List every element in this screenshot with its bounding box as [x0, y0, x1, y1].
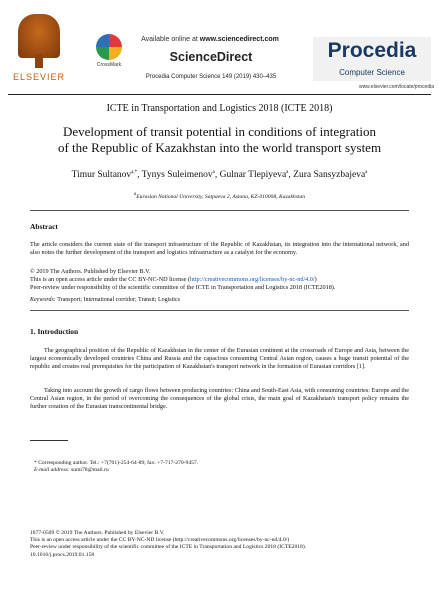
footer-peer-review-line: Peer-review under responsibility of the scientific committee of the ICTE in Transportation and Logistics 2018 (ICTE2018).	[30, 544, 307, 551]
corresponding-contact: * Corresponding author. Tel.: +7(701)-254-64-89; fax: +7-717-270-9457.	[34, 460, 199, 466]
footer-doi[interactable]: 10.1016/j.procs.2019.01.158	[30, 551, 95, 558]
available-prefix: Available online at	[141, 36, 198, 43]
copyright-line: © 2019 The Authors. Published by Elsevier B.V.	[30, 268, 151, 275]
page-footer	[30, 530, 420, 559]
header-divider	[8, 94, 431, 95]
paper-title	[30, 124, 409, 156]
keywords-text: Transport; International corridor; Transit; Logistics	[57, 297, 180, 303]
available-online-line	[120, 36, 300, 43]
author: Tynys Suleimenov$^a$	[141, 170, 215, 181]
conference-title: ICTE in Transportation and Logistics 2018 (ICTE 2018)	[106, 103, 333, 114]
journal-url[interactable]: www.elsevier.com/locate/procedia	[358, 84, 434, 90]
sciencedirect-url[interactable]: www.sciencedirect.com	[199, 36, 279, 43]
paper-title-line-1: Development of transit potential in conditions of integration	[62, 124, 376, 139]
keywords-label: Keywords:	[30, 297, 56, 303]
elsevier-tree-icon	[18, 14, 60, 58]
elsevier-tree-trunk	[35, 54, 43, 68]
section-divider	[30, 310, 409, 311]
license-line: This is an open access article under the CC BY-NC-ND license (http://creativecommons.org/licenses/by-nc-nd/4.0/)	[30, 276, 317, 283]
peer-review-line: Peer-review under responsibility of the scientific committee of the ICTE in Transportation and Logistics 2018 (ICTE2018).	[30, 284, 336, 291]
journal-reference: Procedia Computer Science 149 (2019) 430–435	[145, 74, 277, 80]
journal-name: Procedia	[327, 39, 417, 62]
footer-license-line: This is an open access article under the CC BY-NC-ND license (http://creativecommons.org/licenses/by-nc-nd/4.0/)	[30, 537, 290, 544]
keywords	[30, 297, 409, 303]
license-block	[30, 268, 409, 292]
license-link[interactable]: http://creativecommons.org/licenses/by-nc-nd/4.0/	[189, 276, 315, 283]
author: Gulnar Tlepiyeva$^a$	[219, 170, 289, 181]
abstract-heading: Abstract	[30, 222, 58, 231]
crossmark-label: CrossMark	[96, 62, 122, 68]
footer-license-link[interactable]: http://creativecommons.org/licenses/by-nc-nd/4.0/	[174, 537, 288, 544]
journal-subtitle: Computer Science	[339, 68, 405, 77]
sciencedirect-title: ScienceDirect	[169, 50, 253, 64]
introduction-paragraph-2: Taking into account the growth of cargo flows between producing countries: China and South-East Asia, with consuming countries: Europe and the Central Asian region, in the period of overcoming the consequences of the global crisis, the main goal of Kazakhstan's transport policy remains the further creation of the Eurasian transcontinental bridge.	[30, 387, 409, 410]
footnote-divider	[30, 440, 68, 441]
corresponding-email-line: E-mail address: sumi78@mail.ru	[34, 467, 109, 473]
abstract-text: The article considers the current state of the transport infrastructure of the Republic of Kazakhstan, its integration into the international network, and also notes the further development of the transport and logistics infrastructure as a catalyst for the economy.	[30, 241, 409, 256]
corresponding-author	[34, 460, 404, 474]
author: Zura Sansyzbajeva$^a$	[293, 170, 368, 181]
paper-title-line-2: of the Republic of Kazakhstan into the world transport system	[57, 140, 382, 155]
elsevier-logo	[8, 14, 68, 84]
author: Timur Sultanov$^{a,*}$	[71, 170, 138, 181]
crossmark-icon[interactable]	[96, 34, 122, 60]
introduction-paragraph-1: The geographical position of the Republic of Kazakhstan in the center of the Eurasian continent at the crossroads of Europe and Asia, between the largest economically developed countries China and Russia and the capacious consuming Central Asian region, causes a huge transit potential of the republic and creates real prerequisites for the participation of Kazakhstan's transport network in the formation of Eurasian corridors [1].	[30, 347, 409, 370]
footer-issn-line: 1877-0509 © 2019 The Authors. Published by Elsevier B.V.	[30, 530, 165, 536]
affiliation: $^a$Eurasian National University, Satpaeva 2, Astana, KZ-010008, Kazakhstan	[133, 192, 306, 200]
email-address[interactable]: sumi78@mail.ru	[71, 467, 109, 473]
section-divider	[30, 210, 409, 211]
introduction-heading: 1. Introduction	[30, 327, 79, 336]
publisher-name: ELSEVIER	[12, 72, 66, 82]
procedia-logo	[313, 37, 431, 81]
author-list: Timur Sultanov$^{a,*}$, Tynys Suleimenov$^a$, Gulnar Tlepiyeva$^a$, Zura Sansyzbajeva$^a$	[71, 170, 368, 181]
